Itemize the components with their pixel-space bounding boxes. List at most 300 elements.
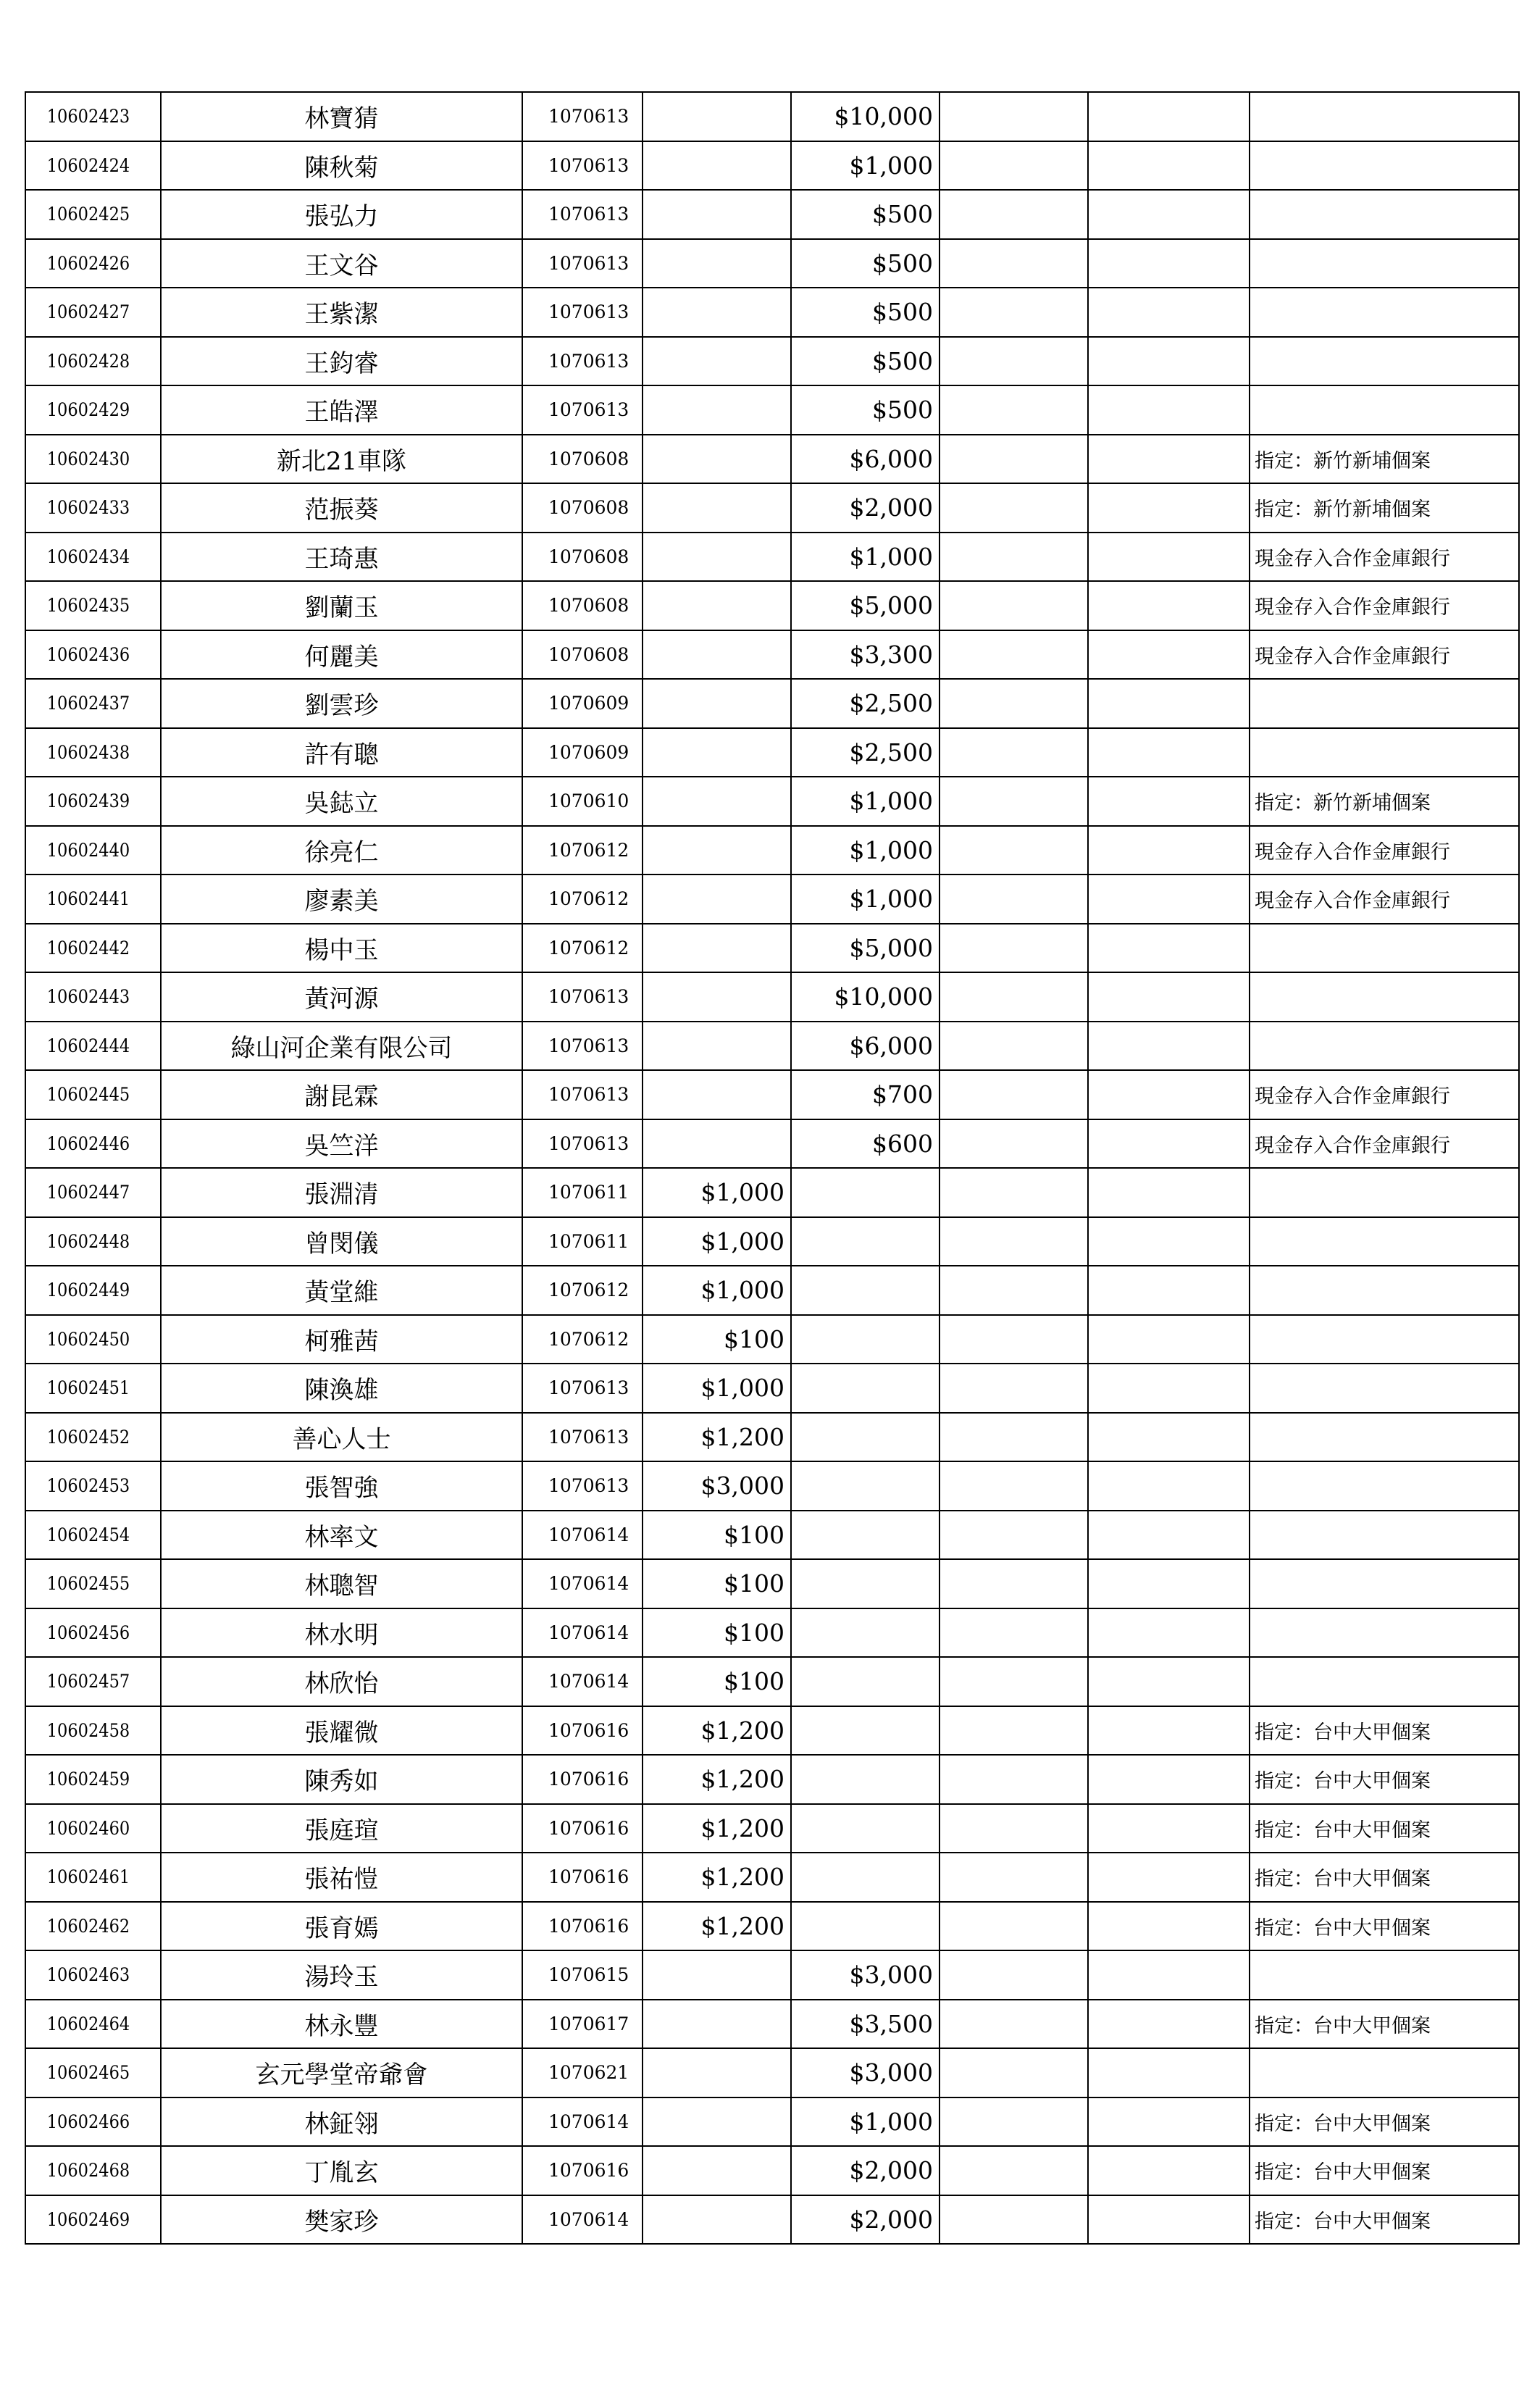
- donation-date-cell: 1070613: [522, 288, 643, 337]
- remark-cell: [1250, 1559, 1519, 1608]
- remark-cell: [1250, 1511, 1519, 1560]
- table-row: [25, 1070, 1519, 1119]
- table-row: [25, 385, 1519, 435]
- table-row: [25, 1168, 1519, 1217]
- remark-cell: [1250, 1657, 1519, 1706]
- amount-column-1-cell: [643, 875, 791, 924]
- amount-column-2-cell: [791, 1706, 940, 1756]
- amount-column-1-cell: $1,200: [643, 1804, 791, 1853]
- donation-date-cell: 1070614: [522, 1608, 643, 1658]
- amount-column-3-cell: [940, 483, 1088, 533]
- table-row: [25, 875, 1519, 924]
- amount-column-3-cell: [940, 2195, 1088, 2245]
- receipt-number-cell: 10602433: [25, 483, 147, 533]
- table-row: [25, 972, 1519, 1022]
- donation-date-cell: 1070617: [522, 2000, 643, 2049]
- donor-name-cell: 林聰智: [161, 1559, 522, 1608]
- receipt-number-cell: 10602444: [25, 1022, 147, 1071]
- receipt-number-cell: 10602439: [25, 777, 147, 826]
- amount-column-2-cell: [791, 1755, 940, 1804]
- remark-cell: [1250, 1413, 1519, 1462]
- receipt-number-cell: 10602445: [25, 1070, 147, 1119]
- amount-column-4-cell: [1088, 2000, 1250, 2049]
- remark-cell: [1250, 1364, 1519, 1413]
- donor-name-cell: 徐亮仁: [161, 826, 522, 875]
- amount-column-2-cell: $600: [791, 1119, 940, 1169]
- remark-cell: 指定：台中大甲個案: [1250, 2146, 1519, 2195]
- amount-column-2-cell: $2,000: [791, 483, 940, 533]
- amount-column-3-cell: [940, 1119, 1088, 1169]
- amount-column-4-cell: [1088, 1559, 1250, 1608]
- amount-column-2-cell: $3,000: [791, 1950, 940, 2000]
- receipt-number-cell: 10602459: [25, 1755, 147, 1804]
- donor-name-cell: 廖素美: [161, 875, 522, 924]
- receipt-number-cell: 10602442: [25, 924, 147, 973]
- remark-cell: [1250, 2048, 1519, 2097]
- amount-column-1-cell: [643, 777, 791, 826]
- amount-column-1-cell: $1,000: [643, 1266, 791, 1315]
- donor-name-cell: 王鈞睿: [161, 337, 522, 386]
- amount-column-4-cell: [1088, 924, 1250, 973]
- table-row: [25, 777, 1519, 826]
- receipt-number-cell: 10602440: [25, 826, 147, 875]
- receipt-number-cell: 10602435: [25, 581, 147, 630]
- receipt-number-cell: 10602458: [25, 1706, 147, 1756]
- amount-column-3-cell: [940, 972, 1088, 1022]
- donation-date-cell: 1070614: [522, 1511, 643, 1560]
- amount-column-1-cell: [643, 679, 791, 728]
- amount-column-1-cell: $1,000: [643, 1364, 791, 1413]
- amount-column-1-cell: [643, 581, 791, 630]
- donor-name-cell: 謝昆霖: [161, 1070, 522, 1119]
- amount-column-1-cell: [643, 924, 791, 973]
- amount-column-1-cell: $100: [643, 1559, 791, 1608]
- table-row: [25, 141, 1519, 191]
- donor-name-cell: 林寶猜: [161, 92, 522, 141]
- amount-column-2-cell: $1,000: [791, 2097, 940, 2147]
- donor-name-cell: 陳秀如: [161, 1755, 522, 1804]
- donor-name-cell: 曾閔儀: [161, 1217, 522, 1266]
- amount-column-4-cell: [1088, 385, 1250, 435]
- amount-column-4-cell: [1088, 533, 1250, 582]
- amount-column-4-cell: [1088, 2097, 1250, 2147]
- table-row: [25, 1755, 1519, 1804]
- table-row: [25, 337, 1519, 386]
- donation-date-cell: 1070616: [522, 1804, 643, 1853]
- amount-column-3-cell: [940, 385, 1088, 435]
- receipt-number-cell: 10602446: [25, 1119, 147, 1169]
- amount-column-2-cell: [791, 1608, 940, 1658]
- remark-cell: 現金存入合作金庫銀行: [1250, 581, 1519, 630]
- amount-column-4-cell: [1088, 2048, 1250, 2097]
- amount-column-3-cell: [940, 2097, 1088, 2147]
- receipt-number-cell: 10602453: [25, 1461, 147, 1511]
- amount-column-2-cell: [791, 1804, 940, 1853]
- amount-column-3-cell: [940, 1364, 1088, 1413]
- remark-cell: [1250, 92, 1519, 141]
- amount-column-4-cell: [1088, 1022, 1250, 1071]
- donation-date-cell: 1070613: [522, 1413, 643, 1462]
- amount-column-1-cell: [643, 2000, 791, 2049]
- amount-column-3-cell: [940, 1950, 1088, 2000]
- amount-column-2-cell: [791, 1461, 940, 1511]
- amount-column-3-cell: [940, 435, 1088, 484]
- amount-column-2-cell: $2,500: [791, 679, 940, 728]
- donor-name-cell: 張耀微: [161, 1706, 522, 1756]
- receipt-number-cell: 10602443: [25, 972, 147, 1022]
- table-row: [25, 728, 1519, 777]
- amount-column-2-cell: $6,000: [791, 1022, 940, 1071]
- table-row: [25, 1657, 1519, 1706]
- receipt-number-cell: 10602468: [25, 2146, 147, 2195]
- table-row: [25, 1804, 1519, 1853]
- amount-column-1-cell: [643, 1070, 791, 1119]
- amount-column-1-cell: [643, 972, 791, 1022]
- receipt-number-cell: 10602457: [25, 1657, 147, 1706]
- amount-column-3-cell: [940, 1559, 1088, 1608]
- amount-column-1-cell: [643, 288, 791, 337]
- amount-column-2-cell: $2,000: [791, 2195, 940, 2245]
- amount-column-2-cell: $3,000: [791, 2048, 940, 2097]
- receipt-number-cell: 10602437: [25, 679, 147, 728]
- remark-cell: 指定：台中大甲個案: [1250, 1853, 1519, 1902]
- amount-column-2-cell: $1,000: [791, 777, 940, 826]
- amount-column-1-cell: $3,000: [643, 1461, 791, 1511]
- remark-cell: 指定：新竹新埔個案: [1250, 435, 1519, 484]
- remark-cell: 現金存入合作金庫銀行: [1250, 1119, 1519, 1169]
- amount-column-4-cell: [1088, 141, 1250, 191]
- amount-column-1-cell: [643, 385, 791, 435]
- remark-cell: 指定：新竹新埔個案: [1250, 483, 1519, 533]
- donor-name-cell: 綠山河企業有限公司: [161, 1022, 522, 1071]
- table-row: [25, 924, 1519, 973]
- amount-column-1-cell: $1,200: [643, 1755, 791, 1804]
- donation-date-cell: 1070614: [522, 1559, 643, 1608]
- amount-column-2-cell: $2,000: [791, 2146, 940, 2195]
- table-row: [25, 190, 1519, 239]
- amount-column-4-cell: [1088, 288, 1250, 337]
- amount-column-3-cell: [940, 141, 1088, 191]
- remark-cell: 指定：台中大甲個案: [1250, 1755, 1519, 1804]
- donor-name-cell: 楊中玉: [161, 924, 522, 973]
- donation-date-cell: 1070614: [522, 1657, 643, 1706]
- remark-cell: 指定：台中大甲個案: [1250, 2000, 1519, 2049]
- remark-cell: [1250, 1022, 1519, 1071]
- donor-name-cell: 王文谷: [161, 239, 522, 288]
- table-row: [25, 630, 1519, 680]
- remark-cell: [1250, 1950, 1519, 2000]
- amount-column-4-cell: [1088, 1657, 1250, 1706]
- donor-name-cell: 林水明: [161, 1608, 522, 1658]
- receipt-number-cell: 10602454: [25, 1511, 147, 1560]
- remark-cell: [1250, 239, 1519, 288]
- amount-column-3-cell: [940, 1461, 1088, 1511]
- remark-cell: 現金存入合作金庫銀行: [1250, 1070, 1519, 1119]
- donor-name-cell: 黃堂維: [161, 1266, 522, 1315]
- amount-column-3-cell: [940, 1902, 1088, 1951]
- receipt-number-cell: 10602441: [25, 875, 147, 924]
- remark-cell: [1250, 190, 1519, 239]
- receipt-number-cell: 10602466: [25, 2097, 147, 2147]
- donation-date-cell: 1070616: [522, 1706, 643, 1756]
- remark-cell: [1250, 337, 1519, 386]
- amount-column-4-cell: [1088, 1608, 1250, 1658]
- donation-date-cell: 1070613: [522, 1022, 643, 1071]
- table-row: [25, 2146, 1519, 2195]
- amount-column-2-cell: [791, 1853, 940, 1902]
- amount-column-4-cell: [1088, 1902, 1250, 1951]
- amount-column-3-cell: [940, 826, 1088, 875]
- amount-column-2-cell: [791, 1413, 940, 1462]
- receipt-number-cell: 10602462: [25, 1902, 147, 1951]
- remark-cell: 現金存入合作金庫銀行: [1250, 533, 1519, 582]
- donor-name-cell: 新北21車隊: [161, 435, 522, 484]
- amount-column-3-cell: [940, 1315, 1088, 1364]
- amount-column-3-cell: [940, 875, 1088, 924]
- donor-name-cell: 張淵清: [161, 1168, 522, 1217]
- donor-name-cell: 柯雅茜: [161, 1315, 522, 1364]
- amount-column-4-cell: [1088, 1315, 1250, 1364]
- amount-column-2-cell: $1,000: [791, 875, 940, 924]
- amount-column-4-cell: [1088, 1168, 1250, 1217]
- donation-date-cell: 1070608: [522, 483, 643, 533]
- remark-cell: [1250, 1608, 1519, 1658]
- amount-column-1-cell: [643, 728, 791, 777]
- donation-date-cell: 1070608: [522, 435, 643, 484]
- receipt-number-cell: 10602456: [25, 1608, 147, 1658]
- donation-date-cell: 1070616: [522, 1853, 643, 1902]
- amount-column-3-cell: [940, 2146, 1088, 2195]
- table-row: [25, 533, 1519, 582]
- receipt-number-cell: 10602448: [25, 1217, 147, 1266]
- donor-name-cell: 林永豐: [161, 2000, 522, 2049]
- amount-column-3-cell: [940, 239, 1088, 288]
- donor-name-cell: 陳秋菊: [161, 141, 522, 191]
- table-row: [25, 1315, 1519, 1364]
- donation-date-cell: 1070614: [522, 2097, 643, 2147]
- receipt-number-cell: 10602425: [25, 190, 147, 239]
- amount-column-1-cell: [643, 190, 791, 239]
- remark-cell: 指定：新竹新埔個案: [1250, 777, 1519, 826]
- amount-column-3-cell: [940, 190, 1088, 239]
- amount-column-1-cell: [643, 1119, 791, 1169]
- amount-column-4-cell: [1088, 1706, 1250, 1756]
- donor-name-cell: 吳鋕立: [161, 777, 522, 826]
- amount-column-3-cell: [940, 1657, 1088, 1706]
- table-row: [25, 1266, 1519, 1315]
- amount-column-1-cell: $1,000: [643, 1168, 791, 1217]
- donation-date-cell: 1070615: [522, 1950, 643, 2000]
- amount-column-1-cell: [643, 630, 791, 680]
- receipt-number-cell: 10602450: [25, 1315, 147, 1364]
- donation-date-cell: 1070612: [522, 826, 643, 875]
- table-row: [25, 1413, 1519, 1462]
- amount-column-4-cell: [1088, 581, 1250, 630]
- table-row: [25, 483, 1519, 533]
- table-row: [25, 1608, 1519, 1658]
- donation-date-cell: 1070613: [522, 92, 643, 141]
- donor-name-cell: 張庭瑄: [161, 1804, 522, 1853]
- donation-date-cell: 1070613: [522, 972, 643, 1022]
- receipt-number-cell: 10602452: [25, 1413, 147, 1462]
- amount-column-1-cell: [643, 1022, 791, 1071]
- donation-date-cell: 1070613: [522, 385, 643, 435]
- amount-column-1-cell: $100: [643, 1657, 791, 1706]
- donor-name-cell: 丁胤玄: [161, 2146, 522, 2195]
- amount-column-2-cell: [791, 1364, 940, 1413]
- donation-date-cell: 1070613: [522, 141, 643, 191]
- donor-name-cell: 黃河源: [161, 972, 522, 1022]
- receipt-number-cell: 10602469: [25, 2195, 147, 2245]
- amount-column-3-cell: [940, 679, 1088, 728]
- amount-column-4-cell: [1088, 2146, 1250, 2195]
- amount-column-4-cell: [1088, 92, 1250, 141]
- table-row: [25, 435, 1519, 484]
- donation-date-cell: 1070613: [522, 1070, 643, 1119]
- amount-column-2-cell: [791, 1559, 940, 1608]
- amount-column-2-cell: $10,000: [791, 972, 940, 1022]
- amount-column-2-cell: $5,000: [791, 924, 940, 973]
- table-row: [25, 826, 1519, 875]
- amount-column-4-cell: [1088, 630, 1250, 680]
- donor-name-cell: 王琦惠: [161, 533, 522, 582]
- amount-column-4-cell: [1088, 1511, 1250, 1560]
- table-row: [25, 1511, 1519, 1560]
- amount-column-4-cell: [1088, 1266, 1250, 1315]
- remark-cell: [1250, 385, 1519, 435]
- amount-column-4-cell: [1088, 1413, 1250, 1462]
- remark-cell: [1250, 288, 1519, 337]
- amount-column-1-cell: $1,200: [643, 1706, 791, 1756]
- receipt-number-cell: 10602424: [25, 141, 147, 191]
- table-row: [25, 2048, 1519, 2097]
- amount-column-3-cell: [940, 1755, 1088, 1804]
- donor-name-cell: 王皓澤: [161, 385, 522, 435]
- receipt-number-cell: 10602438: [25, 728, 147, 777]
- amount-column-1-cell: [643, 435, 791, 484]
- amount-column-3-cell: [940, 92, 1088, 141]
- table-row: [25, 92, 1519, 141]
- amount-column-4-cell: [1088, 2195, 1250, 2245]
- amount-column-3-cell: [940, 288, 1088, 337]
- receipt-number-cell: 10602423: [25, 92, 147, 141]
- table-row: [25, 2097, 1519, 2147]
- remark-cell: 指定：台中大甲個案: [1250, 2195, 1519, 2245]
- remark-cell: [1250, 924, 1519, 973]
- table-row: [25, 1706, 1519, 1756]
- amount-column-4-cell: [1088, 1755, 1250, 1804]
- amount-column-4-cell: [1088, 190, 1250, 239]
- donor-name-cell: 玄元學堂帝爺會: [161, 2048, 522, 2097]
- donor-name-cell: 劉蘭玉: [161, 581, 522, 630]
- amount-column-2-cell: $10,000: [791, 92, 940, 141]
- amount-column-3-cell: [940, 1804, 1088, 1853]
- amount-column-2-cell: $700: [791, 1070, 940, 1119]
- amount-column-1-cell: [643, 483, 791, 533]
- donation-date-cell: 1070616: [522, 1902, 643, 1951]
- donation-date-cell: 1070609: [522, 728, 643, 777]
- table-row: [25, 288, 1519, 337]
- amount-column-4-cell: [1088, 1804, 1250, 1853]
- amount-column-1-cell: [643, 2146, 791, 2195]
- remark-cell: 現金存入合作金庫銀行: [1250, 826, 1519, 875]
- amount-column-3-cell: [940, 1706, 1088, 1756]
- amount-column-2-cell: $1,000: [791, 533, 940, 582]
- table-row: [25, 239, 1519, 288]
- table-row: [25, 1364, 1519, 1413]
- receipt-number-cell: 10602465: [25, 2048, 147, 2097]
- donor-name-cell: 吳竺洋: [161, 1119, 522, 1169]
- amount-column-1-cell: [643, 1950, 791, 2000]
- amount-column-2-cell: $500: [791, 337, 940, 386]
- amount-column-3-cell: [940, 2000, 1088, 2049]
- receipt-number-cell: 10602426: [25, 239, 147, 288]
- donation-date-cell: 1070613: [522, 1461, 643, 1511]
- donation-ledger-table: [25, 91, 1520, 2245]
- donation-date-cell: 1070608: [522, 630, 643, 680]
- amount-column-2-cell: [791, 1657, 940, 1706]
- donation-date-cell: 1070613: [522, 190, 643, 239]
- amount-column-3-cell: [940, 533, 1088, 582]
- amount-column-3-cell: [940, 337, 1088, 386]
- donor-name-cell: 善心人士: [161, 1413, 522, 1462]
- amount-column-2-cell: $500: [791, 190, 940, 239]
- amount-column-4-cell: [1088, 1217, 1250, 1266]
- receipt-number-cell: 10602455: [25, 1559, 147, 1608]
- amount-column-1-cell: $1,200: [643, 1902, 791, 1951]
- remark-cell: [1250, 1315, 1519, 1364]
- donation-date-cell: 1070611: [522, 1168, 643, 1217]
- amount-column-4-cell: [1088, 826, 1250, 875]
- amount-column-1-cell: $1,200: [643, 1853, 791, 1902]
- donation-date-cell: 1070610: [522, 777, 643, 826]
- donor-name-cell: 張育嫣: [161, 1902, 522, 1951]
- donor-name-cell: 樊家珍: [161, 2195, 522, 2245]
- table-row: [25, 1461, 1519, 1511]
- receipt-number-cell: 10602460: [25, 1804, 147, 1853]
- amount-column-1-cell: $1,200: [643, 1413, 791, 1462]
- donation-date-cell: 1070613: [522, 239, 643, 288]
- amount-column-4-cell: [1088, 1119, 1250, 1169]
- remark-cell: [1250, 728, 1519, 777]
- amount-column-4-cell: [1088, 483, 1250, 533]
- remark-cell: 現金存入合作金庫銀行: [1250, 630, 1519, 680]
- amount-column-2-cell: $500: [791, 288, 940, 337]
- table-row: [25, 1119, 1519, 1169]
- donor-name-cell: 許有聰: [161, 728, 522, 777]
- amount-column-2-cell: $1,000: [791, 826, 940, 875]
- table-row: [25, 1902, 1519, 1951]
- amount-column-1-cell: [643, 337, 791, 386]
- donation-date-cell: 1070613: [522, 337, 643, 386]
- amount-column-4-cell: [1088, 728, 1250, 777]
- donation-date-cell: 1070608: [522, 581, 643, 630]
- donation-date-cell: 1070612: [522, 924, 643, 973]
- amount-column-4-cell: [1088, 337, 1250, 386]
- receipt-number-cell: 10602447: [25, 1168, 147, 1217]
- amount-column-4-cell: [1088, 1853, 1250, 1902]
- table-row: [25, 1853, 1519, 1902]
- donor-name-cell: 湯玲玉: [161, 1950, 522, 2000]
- remark-cell: [1250, 1217, 1519, 1266]
- table-row: [25, 1022, 1519, 1071]
- amount-column-4-cell: [1088, 875, 1250, 924]
- amount-column-3-cell: [940, 1266, 1088, 1315]
- amount-column-1-cell: [643, 92, 791, 141]
- amount-column-3-cell: [940, 1070, 1088, 1119]
- donation-date-cell: 1070608: [522, 533, 643, 582]
- donation-date-cell: 1070612: [522, 875, 643, 924]
